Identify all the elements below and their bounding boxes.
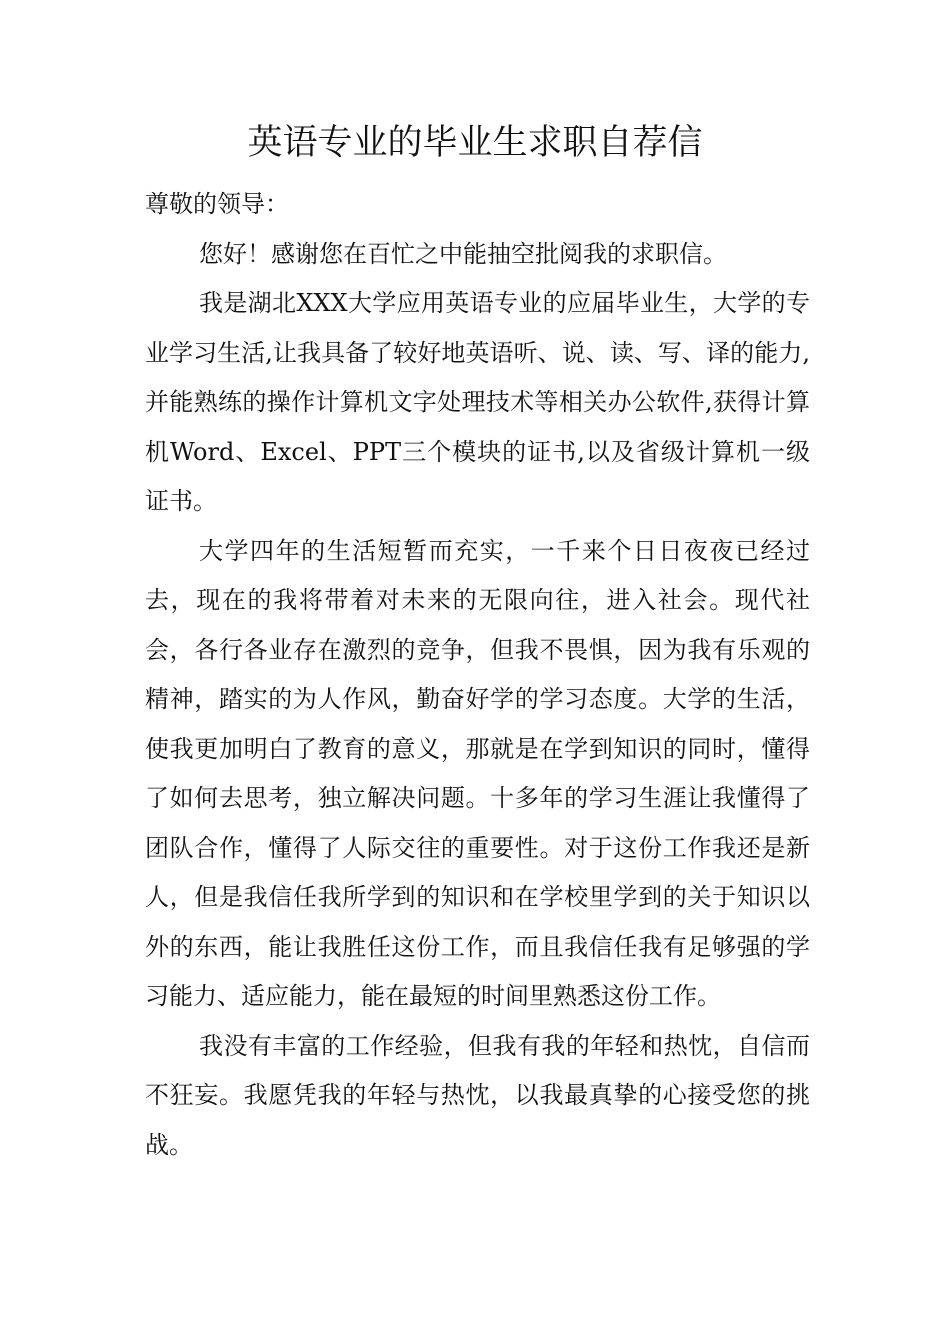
- paragraph-introduction: 我是湖北XXX大学应用英语专业的应届毕业生，大学的专业学习生活,让我具备了较好地英语听、说、读、写、译的能力,并能熟练的操作计算机文字处理技术等相关办公软件,获得计算机Word、Excel、PPT三个模块的证书,以及省级计算机一级证书。: [145, 289, 810, 515]
- document-title: 英语专业的毕业生求职自荐信: [247, 123, 703, 163]
- paragraph-experience: 大学四年的生活短暂而充实，一千来个日日夜夜已经过去，现在的我将带着对未来的无限向往，进入社会。现代社会，各行各业存在激烈的竞争，但我不畏惧，因为我有乐观的精神，踏实的为人作风，勤奋好学的学习态度。大学的生活，使我更加明白了教育的意义，那就是在学到知识的同时，懂得了如何去思考，独立解决问题。十多年的学习生涯让我懂得了团队合作，懂得了人际交往的重要性。对于这份工作我还是新人，但是我信任我所学到的知识和在学校里学到的关于知识以外的东西，能让我胜任这份工作，而且我信任我有足够强的学习能力、适应能力，能在最短的时间里熟悉这份工作。: [145, 536, 810, 1010]
- paragraph-closing: 我没有丰富的工作经验，但我有我的年轻和热忱，自信而不狂妄。我愿凭我的年轻与热忱，以我最真挚的心接受您的挑战。: [145, 1031, 810, 1159]
- paragraph-greeting: 您好！感谢您在百忙之中能抽空批阅我的求职信。: [199, 239, 727, 268]
- letter-body: [145, 180, 810, 1170]
- salutation: 尊敬的领导：: [145, 190, 289, 218]
